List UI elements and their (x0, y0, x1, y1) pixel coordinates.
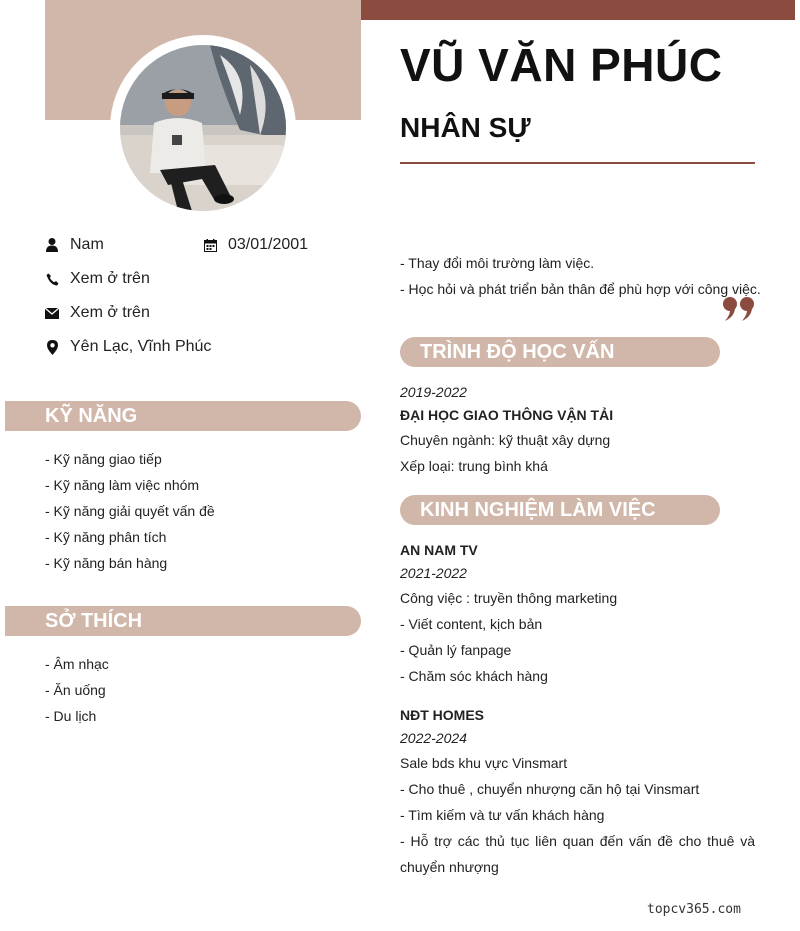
candidate-name: VŨ VĂN PHÚC (400, 39, 723, 91)
hobbies-list (45, 651, 109, 729)
address-row (45, 338, 211, 356)
experience-entry (400, 539, 755, 689)
gender-value: Nam (70, 236, 104, 253)
experience-entry (400, 704, 755, 880)
job-duty: - Viết content, kịch bản (400, 616, 543, 632)
skill-item: - Kỹ năng làm việc nhóm (45, 477, 200, 493)
education-entry (400, 381, 755, 479)
job-duty: - Cho thuê , chuyển nhượng căn hộ tại Vinsmart (400, 781, 700, 797)
address-value: Yên Lạc, Vĩnh Phúc (70, 338, 212, 355)
profile-photo-icon (120, 45, 286, 211)
education-period: 2019-2022 (400, 384, 467, 400)
experience-heading: KINH NGHIỆM LÀM VIỆC (400, 495, 720, 525)
phone-icon (45, 272, 59, 286)
job-company: AN NAM TV (400, 542, 478, 558)
envelope-icon (45, 306, 59, 320)
hobby-item: - Du lịch (45, 708, 97, 724)
job-period: 2021-2022 (400, 565, 467, 581)
job-company: NĐT HOMES (400, 707, 484, 723)
hobby-item: - Ăn uống (45, 682, 106, 698)
map-pin-icon (45, 340, 59, 354)
job-duty: - Hỗ trợ các thủ tục liên quan đến vấn đề cho thuê và chuyển nhượng (400, 833, 755, 875)
gender-row (45, 236, 104, 254)
education-major: Chuyên ngành: kỹ thuật xây dựng (400, 432, 611, 448)
user-icon (45, 238, 59, 252)
job-period: 2022-2024 (400, 730, 467, 746)
objective-item: - Thay đổi môi trường làm việc. (400, 255, 595, 271)
top-accent-bar (361, 0, 795, 20)
career-objective (400, 250, 761, 302)
job-position: NHÂN SỰ (400, 112, 531, 143)
job-duty: - Tìm kiếm và tư vấn khách hàng (400, 807, 605, 823)
phone-row (45, 270, 150, 288)
footer-site: topcv365.com (647, 902, 741, 917)
avatar (110, 35, 296, 221)
email-value: Xem ở trên (70, 304, 150, 321)
email-row (45, 304, 150, 322)
hobbies-heading: SỞ THÍCH (5, 606, 361, 636)
education-school: ĐẠI HỌC GIAO THÔNG VẬN TẢI (400, 407, 614, 423)
birthday-value: 03/01/2001 (228, 236, 309, 253)
phone-value: Xem ở trên (70, 270, 150, 287)
objective-item: - Học hỏi và phát triển bản thân để phù hợp với công việc. (400, 281, 761, 297)
education-heading: TRÌNH ĐỘ HỌC VẤN (400, 337, 720, 367)
calendar-icon (203, 238, 217, 252)
hobby-item: - Âm nhạc (45, 656, 109, 672)
job-duty: - Quản lý fanpage (400, 642, 512, 658)
job-role: Sale bds khu vực Vinsmart (400, 755, 568, 771)
education-grade: Xếp loại: trung bình khá (400, 458, 548, 474)
quote-icon (722, 296, 756, 327)
job-role: Công việc : truyền thông marketing (400, 590, 618, 606)
birthday-row (203, 236, 308, 254)
skill-item: - Kỹ năng giao tiếp (45, 451, 162, 467)
name-divider (400, 162, 755, 164)
skill-item: - Kỹ năng giải quyết vấn đề (45, 503, 215, 519)
skill-item: - Kỹ năng bán hàng (45, 555, 168, 571)
skill-item: - Kỹ năng phân tích (45, 529, 167, 545)
skills-list (45, 446, 215, 576)
skills-heading: KỸ NĂNG (5, 401, 361, 431)
job-duty: - Chăm sóc khách hàng (400, 668, 548, 684)
